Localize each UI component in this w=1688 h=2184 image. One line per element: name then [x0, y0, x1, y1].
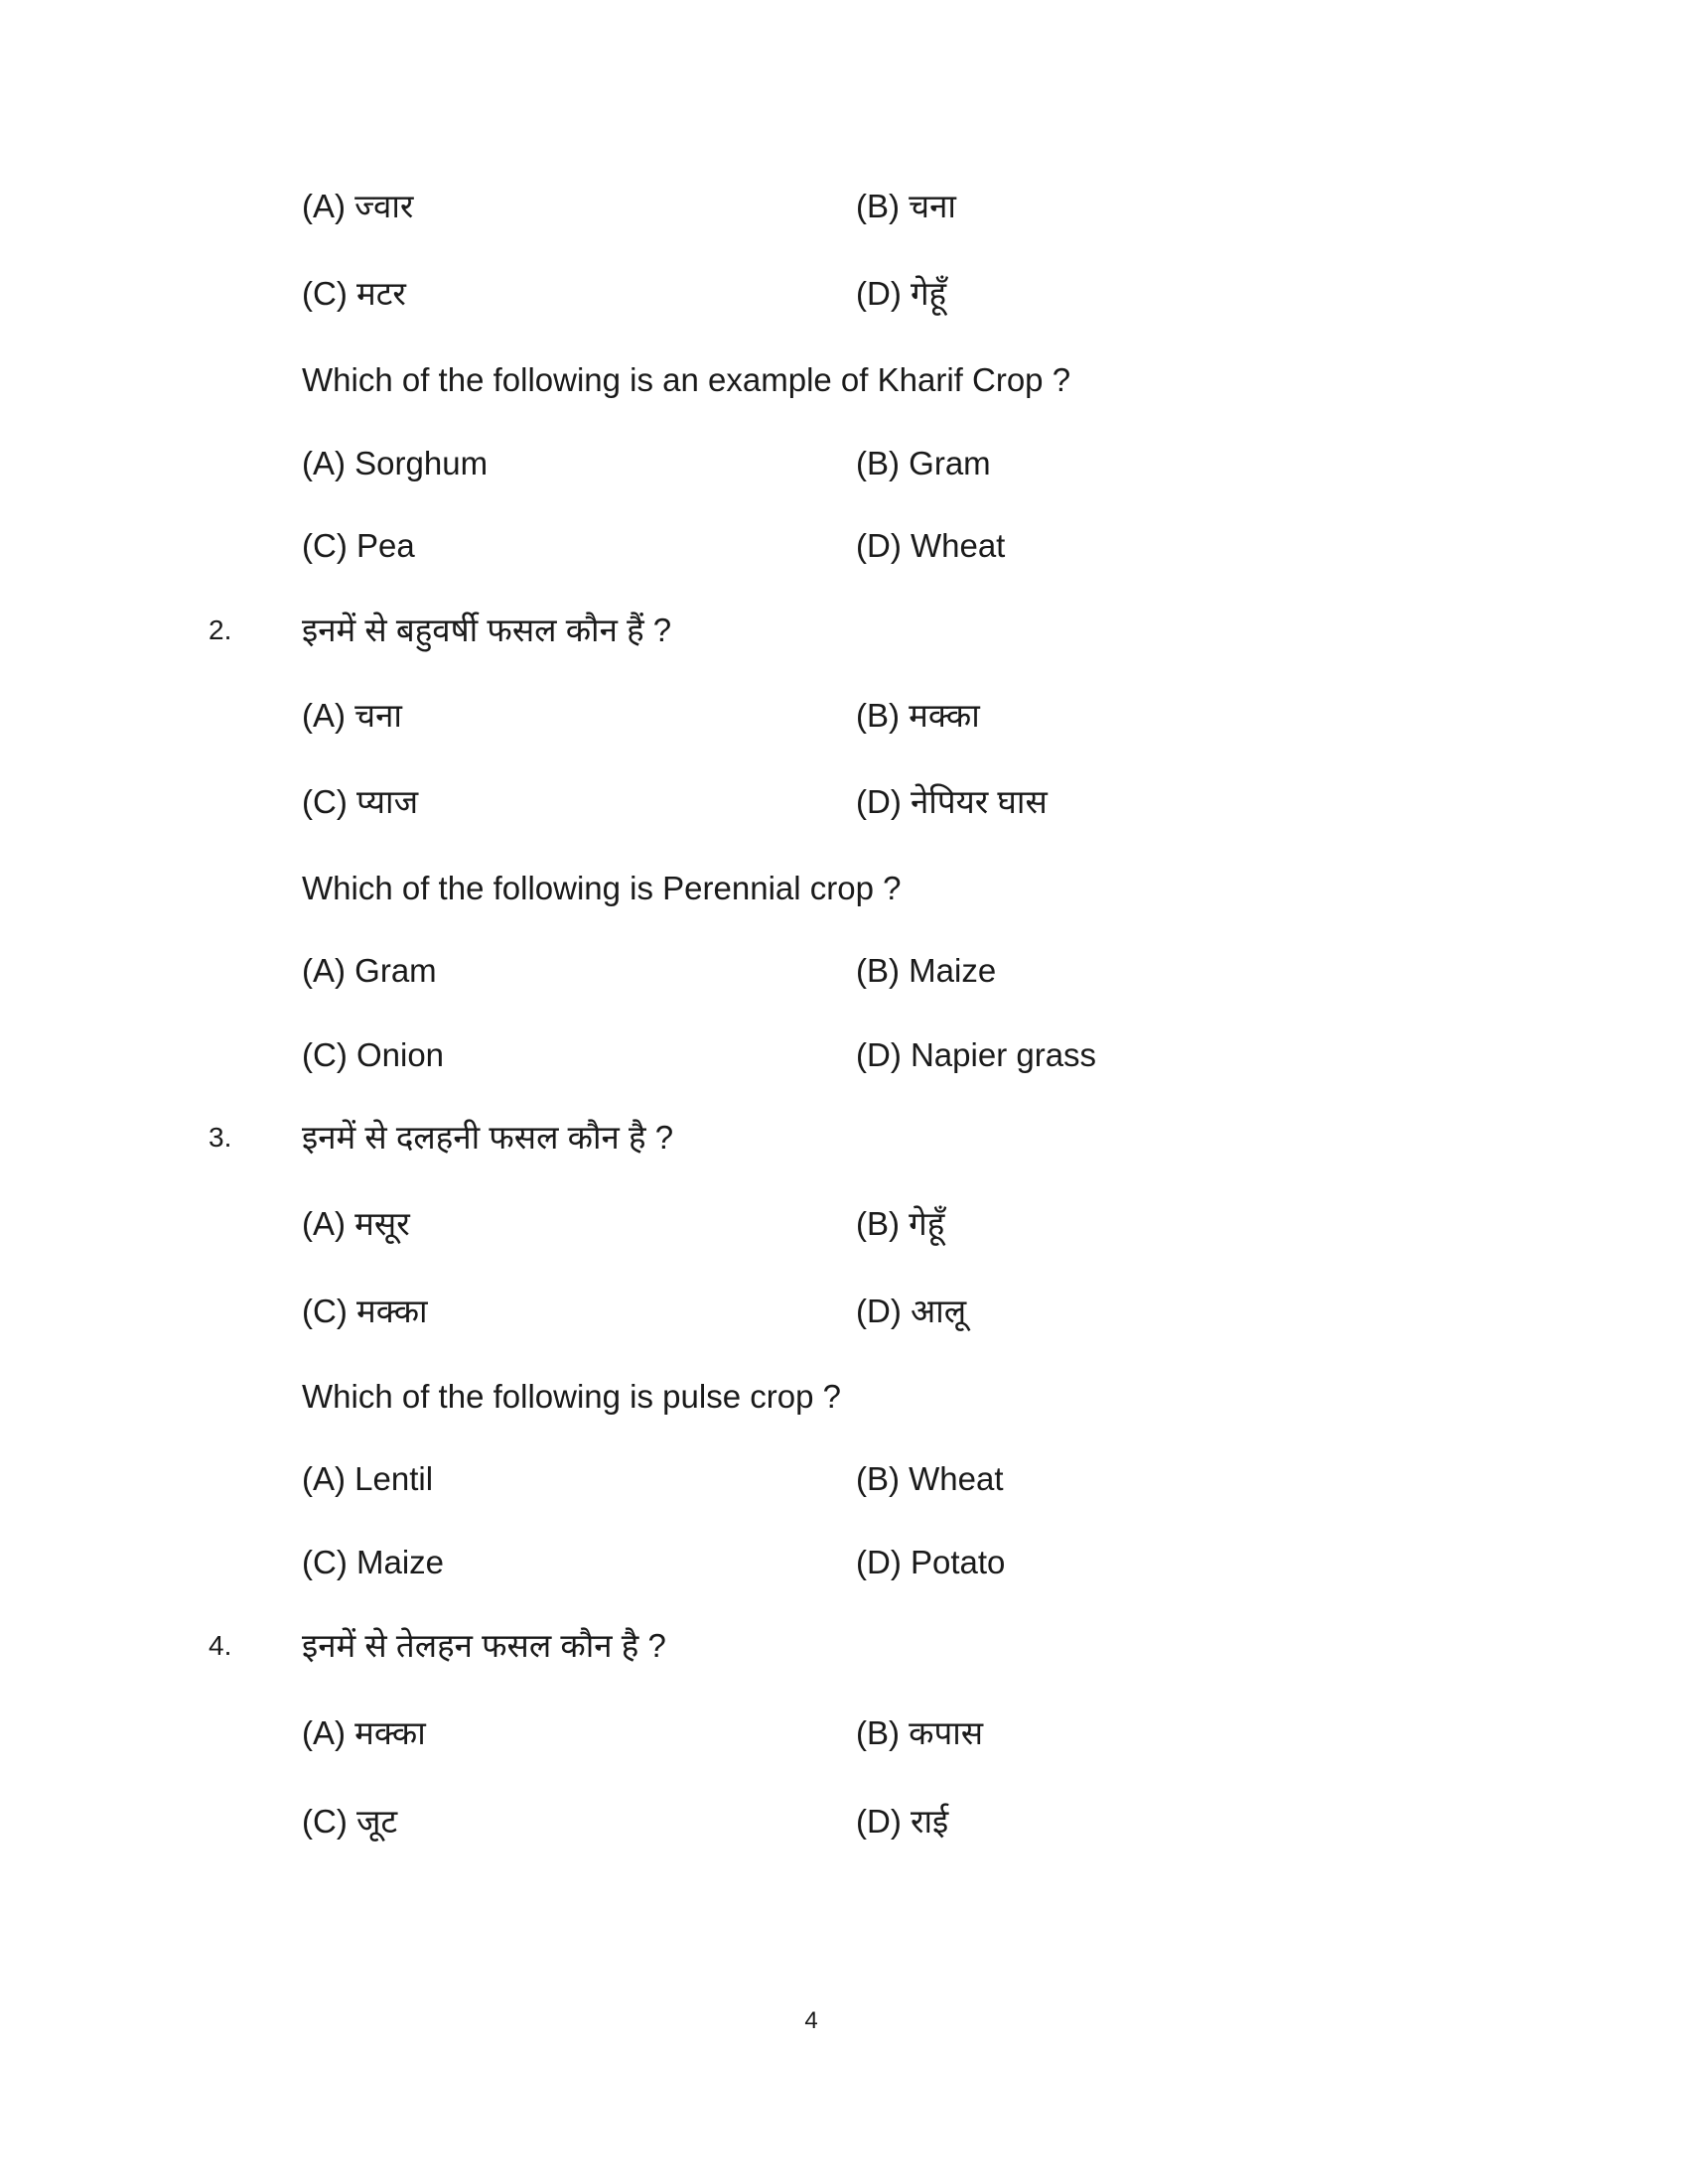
question-text-hi: इनमें से तेलहन फसल कौन है ? — [302, 1627, 666, 1664]
option-row — [0, 780, 1688, 824]
option-a: (A) मक्का — [302, 1714, 426, 1751]
option-row — [0, 442, 1688, 485]
option-c: (C) जूट — [302, 1803, 398, 1840]
option-c: (C) प्याज — [302, 783, 419, 820]
option-row — [0, 1290, 1688, 1333]
option-c: (C) Pea — [302, 527, 415, 564]
option-a: (A) Lentil — [302, 1460, 434, 1497]
option-row — [0, 185, 1688, 228]
option-b: (B) Maize — [856, 952, 997, 989]
question-row — [0, 1116, 1688, 1160]
option-row — [0, 1033, 1688, 1077]
option-row — [0, 949, 1688, 993]
option-b: (B) चना — [856, 188, 956, 224]
option-b: (B) कपास — [856, 1714, 984, 1751]
page-number: 4 — [804, 2007, 818, 2034]
option-a: (A) Sorghum — [302, 445, 489, 481]
option-c: (C) Onion — [302, 1036, 445, 1073]
option-d: (D) Potato — [856, 1544, 1006, 1580]
option-row — [0, 694, 1688, 738]
option-a: (A) Gram — [302, 952, 437, 989]
option-a: (A) ज्वार — [302, 188, 414, 224]
option-row — [0, 1457, 1688, 1501]
option-row — [0, 1202, 1688, 1246]
option-row — [0, 1800, 1688, 1843]
option-d: (D) Wheat — [856, 527, 1006, 564]
option-b: (B) मक्का — [856, 697, 980, 734]
question-row — [0, 1624, 1688, 1668]
option-row — [0, 1541, 1688, 1584]
option-a: (A) चना — [302, 697, 402, 734]
option-d: (D) राई — [856, 1803, 949, 1840]
option-b: (B) Wheat — [856, 1460, 1004, 1497]
question-text-en: Which of the following is pulse crop ? — [302, 1378, 841, 1415]
question-text-en: Which of the following is Perennial crop ? — [302, 870, 902, 906]
option-row — [0, 272, 1688, 316]
question-row — [0, 358, 1688, 402]
question-row — [0, 1375, 1688, 1419]
question-text-hi: इनमें से बहुवर्षी फसल कौन हैं ? — [302, 612, 672, 648]
option-d: (D) नेपियर घास — [856, 783, 1048, 820]
option-row — [0, 524, 1688, 568]
question-number: 2. — [209, 614, 232, 645]
question-row — [0, 609, 1688, 652]
option-row — [0, 1711, 1688, 1755]
option-d: (D) गेहूँ — [856, 275, 947, 312]
option-b: (B) गेहूँ — [856, 1205, 945, 1242]
question-text-en: Which of the following is an example of Kharif Crop ? — [302, 361, 1071, 398]
option-d: (D) Napier grass — [856, 1036, 1097, 1073]
option-c: (C) Maize — [302, 1544, 445, 1580]
option-a: (A) मसूर — [302, 1205, 410, 1242]
option-d: (D) आलू — [856, 1293, 967, 1329]
option-b: (B) Gram — [856, 445, 991, 481]
question-row — [0, 867, 1688, 910]
question-number: 4. — [209, 1630, 232, 1661]
question-text-hi: इनमें से दलहनी फसल कौन है ? — [302, 1119, 674, 1156]
option-c: (C) मक्का — [302, 1293, 428, 1329]
option-c: (C) मटर — [302, 275, 406, 312]
question-number: 3. — [209, 1122, 232, 1153]
